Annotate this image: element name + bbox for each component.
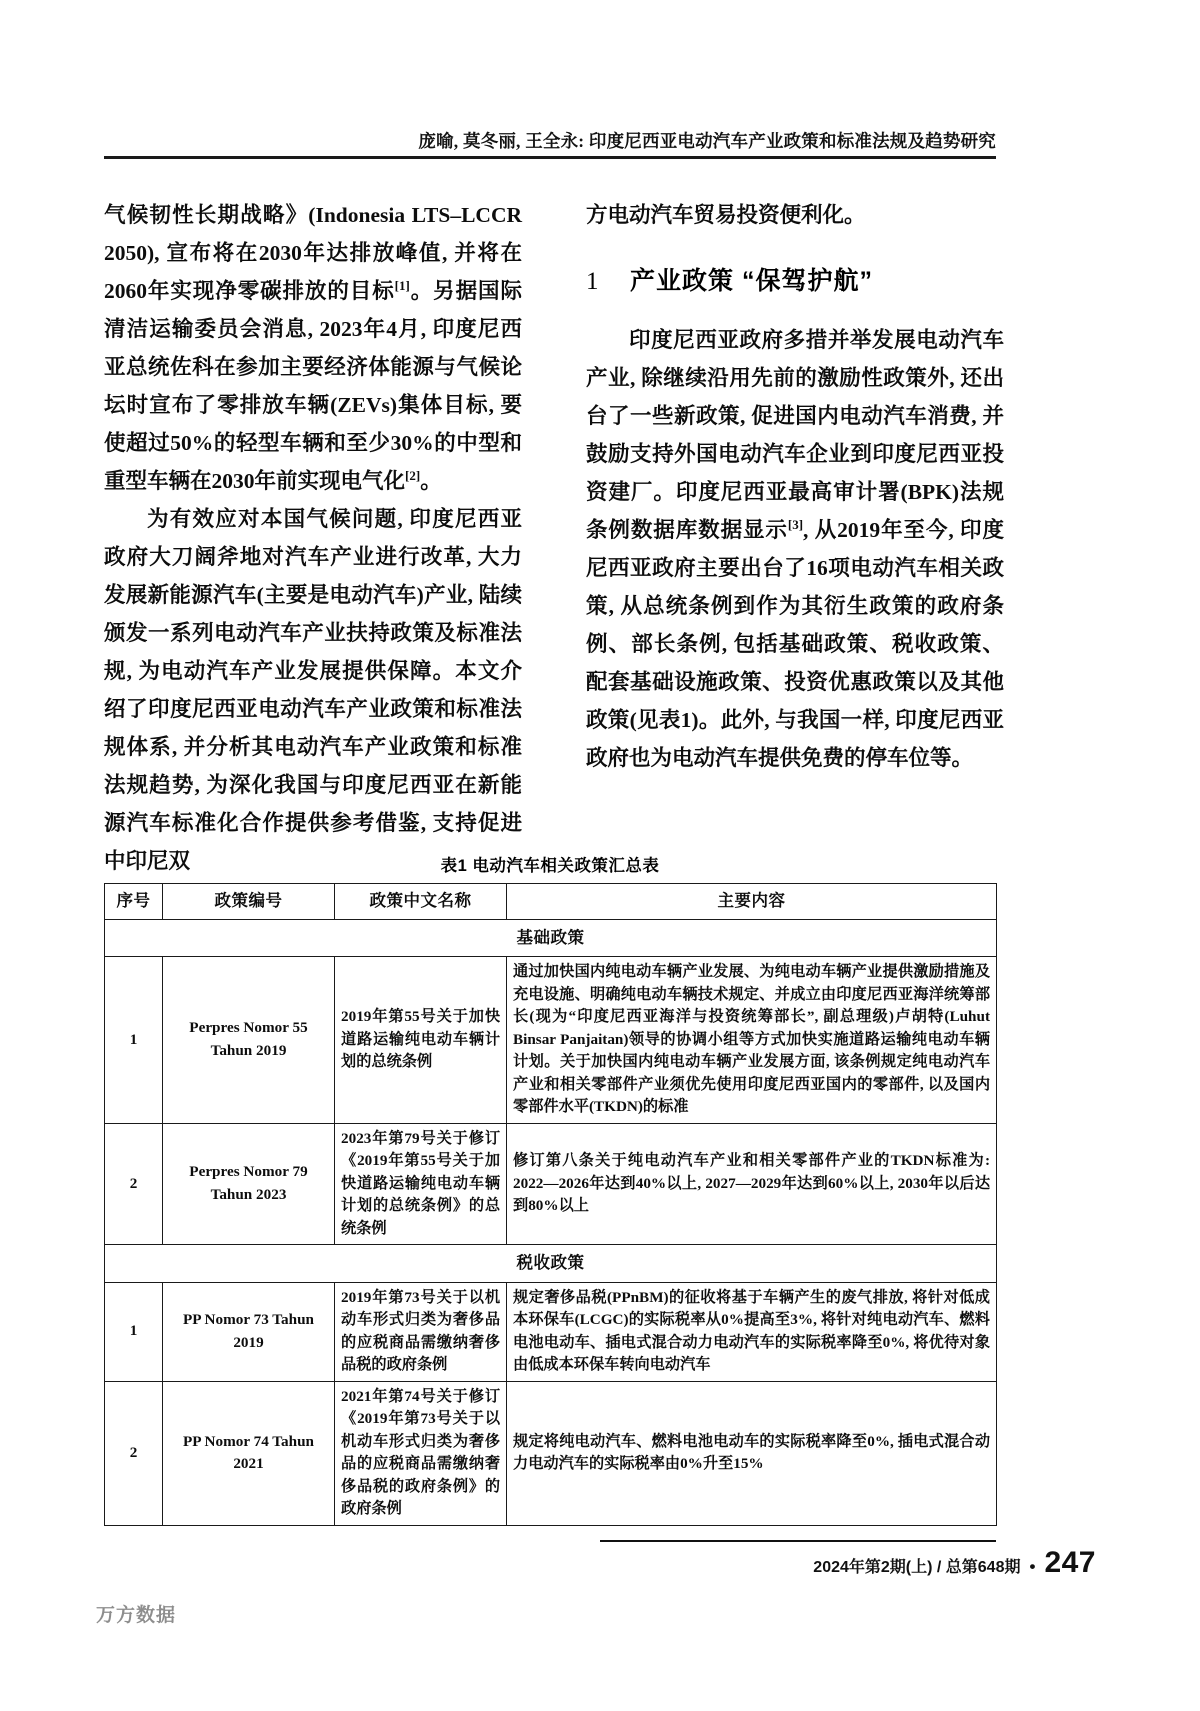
policy-summary-table: [104, 883, 997, 1526]
table-header-row: [105, 884, 997, 920]
table-section-row-tax: [105, 1245, 997, 1283]
table-row: [105, 957, 997, 1124]
cell-index: 1: [105, 957, 163, 1124]
table-caption: 表1 电动汽车相关政策汇总表: [440, 857, 660, 875]
page-footer: [813, 1546, 1096, 1580]
column-header-code: 政策编号: [163, 884, 335, 920]
cell-name: 2019年第73号关于以机动车形式归类为奢侈品的应税商品需缴纳奢侈品税的政府条例: [335, 1282, 507, 1381]
cell-content: 规定奢侈品税(PPnBM)的征收将基于车辆产生的废气排放, 将针对低成本环保车(LCGC)的实际税率从0%提高至3%, 将针对纯电动汽车、燃料电池电动车、插电式混合动力电动汽车的实际税率降至0%, 将优待对象由低成本环保车转向电动汽车: [507, 1282, 997, 1381]
cell-name: 2023年第79号关于修订《2019年第55号关于加快道路运输纯电动车辆计划的总统条例》的总统条例: [335, 1123, 507, 1245]
page-number: 247: [1044, 1546, 1096, 1579]
table-head: [105, 884, 997, 920]
column-header-name: 政策中文名称: [335, 884, 507, 920]
watermark-label: 万方数据: [96, 1605, 177, 1626]
cell-name: 2019年第55号关于加快道路运输纯电动车辆计划的总统条例: [335, 957, 507, 1124]
reference-marker-3: [3]: [787, 516, 804, 532]
left-paragraph-2: 为有效应对本国气候问题, 印度尼西亚政府大刀阔斧地对汽车产业进行改革, 大力发展新能源汽车(主要是电动汽车)产业, 陆续颁发一系列电动汽车产业扶持政策及标准法规, 为电动汽车产业发展提供保障。本文介绍了印度尼西亚电动汽车产业政策和标准法规体系, 并分析其电动汽车产业政策和标准法规趋势, 为深化我国与印度尼西亚在新能源汽车标准化合作提供参考借鉴, 支持促进中印尼双: [104, 507, 522, 873]
cell-name: 2021年第74号关于修订《2019年第73号关于以机动车形式归类为奢侈品的应税商品需缴纳奢侈品税的政府条例》的政府条例: [335, 1381, 507, 1525]
right-p1-b: , 从2019年至今, 印度尼西亚政府主要出台了16项电动汽车相关政策, 从总统条例到作为其衍生政策的政府条例、部长条例, 包括基础政策、税收政策、配套基础设施政策、投资优惠政策以及其他政策(见表1)。此外, 与我国一样, 印度尼西亚政府也为电动汽车提供免费的停车位等。: [586, 518, 1004, 770]
running-head-rule: [104, 156, 996, 159]
left-column: [104, 196, 522, 880]
left-p1-cont: 。另据国际清洁运输委员会消息, 2023年4月, 印度尼西亚总统佐科在参加主要经济体能源与气候论坛时宣布了零排放车辆(ZEVs)集体目标, 要使超过50%的轻型车辆和至少30%的中型和重型车辆在2030年前实现电气化: [104, 279, 522, 493]
reference-marker-2: [2]: [405, 467, 421, 483]
section-label-basic: 基础政策: [105, 919, 997, 957]
running-head: 庞喻, 莫冬丽, 王全永: 印度尼西亚电动汽车产业政策和标准法规及趋势研究: [418, 131, 996, 151]
table-section-row-basic: [105, 919, 997, 957]
footer-rule: [600, 1540, 996, 1542]
table-row: [105, 1282, 997, 1381]
left-p1-text: 气候韧性长期战略》(Indonesia LTS–LCCR 2050), 宣布将在2030年达排放峰值, 并将在2060年实现净零碳排放的目标: [104, 203, 522, 303]
cell-content: 修订第八条关于纯电动汽车产业和相关零部件产业的TKDN标准为: 2022—2026年达到40%以上, 2027—2029年达到60%以上, 2030年以后达到80%以上: [507, 1123, 997, 1245]
table-body: [105, 919, 997, 1525]
section-label-tax: 税收政策: [105, 1245, 997, 1283]
policy-table-block: [104, 852, 996, 1526]
cell-code: Perpres Nomor 79 Tahun 2023: [163, 1123, 335, 1245]
reference-marker-1: [1]: [394, 277, 410, 293]
footer-dot: •: [1029, 1557, 1036, 1576]
left-paragraph-1: [104, 196, 522, 500]
right-paragraph-1: [586, 321, 1004, 777]
section-title: 产业政策 “保驾护航”: [630, 267, 873, 295]
right-paragraph-0: 方电动汽车贸易投资便利化。: [586, 203, 866, 227]
table-row: [105, 1381, 997, 1525]
cell-index: 1: [105, 1282, 163, 1381]
section-heading: [586, 264, 1004, 299]
cell-index: 2: [105, 1381, 163, 1525]
right-column: [586, 196, 1004, 777]
table-row: [105, 1123, 997, 1245]
section-number: 1: [586, 268, 600, 295]
cell-code: Perpres Nomor 55 Tahun 2019: [163, 957, 335, 1124]
cell-code: PP Nomor 74 Tahun 2021: [163, 1381, 335, 1525]
issue-info: 2024年第2期(上) / 总第648期: [813, 1559, 1021, 1576]
left-p1-end: 。: [420, 469, 442, 493]
right-p1-a: 印度尼西亚政府多措并举发展电动汽车产业, 除继续沿用先前的激励性政策外, 还出台了一些新政策, 促进国内电动汽车消费, 并鼓励支持外国电动汽车企业到印度尼西亚投资建厂。印度尼西亚最高审计署(BPK)法规条例数据库数据显示: [586, 328, 1004, 542]
cell-code: PP Nomor 73 Tahun 2019: [163, 1282, 335, 1381]
cell-index: 2: [105, 1123, 163, 1245]
column-header-index: 序号: [105, 884, 163, 920]
column-header-content: 主要内容: [507, 884, 997, 920]
cell-content: 规定将纯电动汽车、燃料电池电动车的实际税率降至0%, 插电式混合动力电动汽车的实际税率由0%升至15%: [507, 1381, 997, 1525]
cell-content: 通过加快国内纯电动车辆产业发展、为纯电动车辆产业提供激励措施及充电设施、明确纯电动车辆技术规定、并成立由印度尼西亚海洋统筹部长(现为“印度尼西亚海洋与投资统筹部长”, 副总理级)卢胡特(Luhut Binsar Panjaitan)领导的协调小组等方式加快实施道路运输纯电动车辆计划。关于加快国内纯电动车辆产业发展方面, 该条例规定纯电动汽车产业和相关零部件产业须优先使用印度尼西亚国内的零部件, 以及国内零部件水平(TKDN)的标准: [507, 957, 997, 1124]
